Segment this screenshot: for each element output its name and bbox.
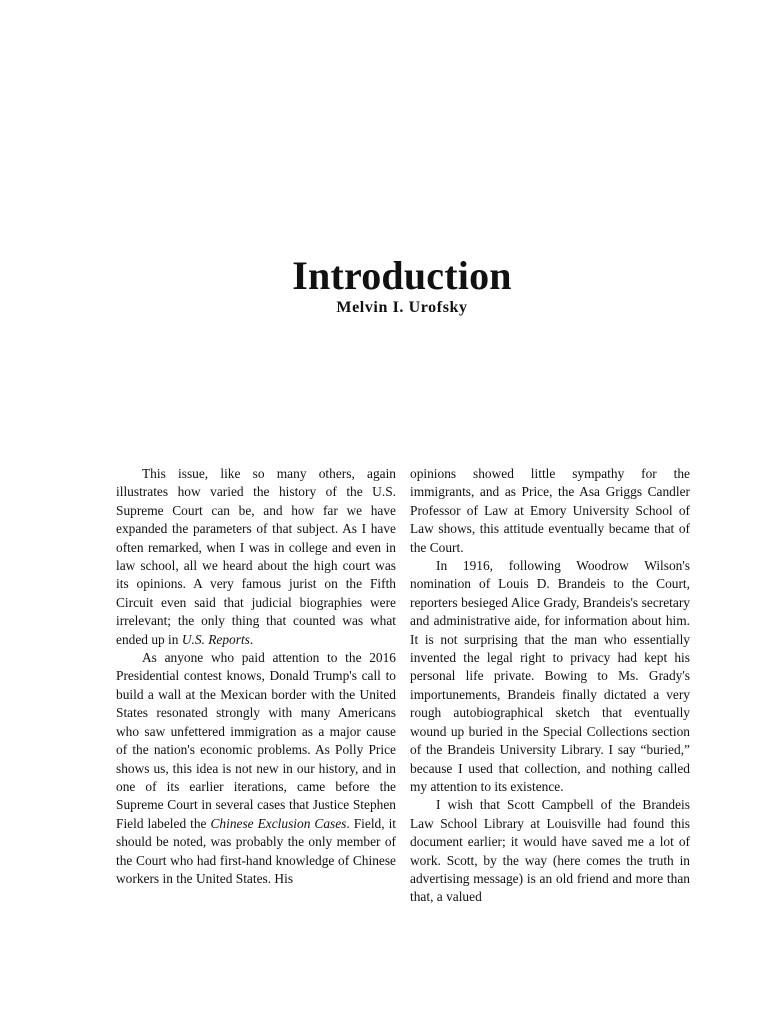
right-column <box>410 465 690 907</box>
paragraph: I wish that Scott Campbell of the Brandeis Law School Library at Louisville had found this document earlier; it would have saved me a lot of work. Scott, by the way (here comes the truth in advertising message) is an old friend and more than that, a valued <box>410 797 690 905</box>
article-author: Melvin I. Urofsky <box>336 299 468 316</box>
paragraph-text: This issue, like so many others, again illustrates how varied the history of the U.S. Supreme Court can be, and how far we have expanded the parameters of that subject. As I have often remarked, when I was in college and even in law school, all we heard about the high court was its opinions. A very famous jurist on the Fifth Circuit even said that judicial biographies were irrelevant; the only thing that counted was what ended up in <box>116 466 396 647</box>
paragraph-text-end: . Field, it should be noted, was probably the only member of the Court who had first-hand knowledge of Chinese workers in the United States. His <box>116 815 397 886</box>
italic-citation: U.S. Reports <box>181 631 250 647</box>
paragraph: In 1916, following Woodrow Wilson's nomination of Louis D. Brandeis to the Court, reporters besieged Alice Grady, Brandeis's secretary and administrative aide, for information about him. It is not surprising that the man who essentially invented the legal right to privacy had kept his personal life private. Bowing to Ms. Grady's importunements, Brandeis finally dictated a very rough autobiographical sketch that eventually wound up buried in the Special Collections section of the Brandeis University Library. I say “buried,” because I used that collection, and nothing called my attention to its existence. <box>410 558 690 794</box>
paragraph-continued: opinions showed little sympathy for the immigrants, and as Price, the Asa Griggs Candler Professor of Law at Emory University School of Law shows, this attitude eventually became that of the Court. <box>410 466 690 555</box>
paragraph <box>116 649 396 888</box>
article-title: Introduction <box>292 253 512 298</box>
italic-case-name: Chinese Exclusion Cases <box>210 815 347 831</box>
paragraph-text: As anyone who paid attention to the 2016 Presidential contest knows, Donald Trump's call to build a wall at the Mexican border with the United States resonated strongly with many Americans who saw unfettered immigration as a major cause of the nation's economic problems. As Polly Price shows us, this idea is not new in our history, and in one of its earlier iterations, came before the Supreme Court in several cases that Justice Stephen Field labeled the <box>116 650 396 831</box>
paragraph <box>116 465 396 649</box>
left-column <box>116 465 396 907</box>
body-columns <box>116 465 690 907</box>
paragraph-text-end: . <box>249 631 254 647</box>
